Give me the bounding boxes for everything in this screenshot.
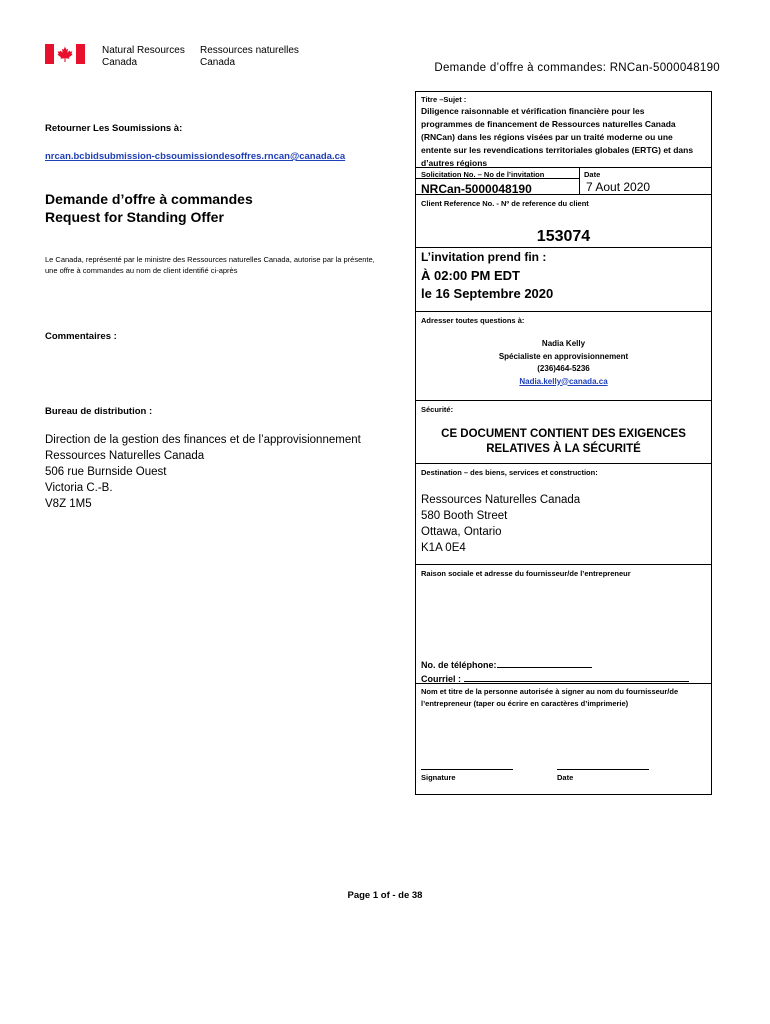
canada-flag-logo xyxy=(45,44,85,64)
page-number: Page 1 of - de 38 xyxy=(347,890,423,901)
divider xyxy=(416,167,711,168)
client-reference-label: Client Reference No. - Nº de reference du client xyxy=(421,199,589,208)
closing-date: le 16 Septembre 2020 xyxy=(421,286,554,301)
authorized-person-label: Nom et titre de la personne autorisée à signer au nom du fournisseur/de l’entrepreneur (taper ou écrire en caractères d’imprimerie) xyxy=(421,687,679,708)
department-name-fr: Ressources naturelles Canada xyxy=(200,45,299,68)
divider xyxy=(579,167,580,194)
divider xyxy=(416,311,711,312)
signature-label: Signature xyxy=(421,773,456,782)
comments-label: Commentaires : xyxy=(45,331,117,342)
return-bids-email-link[interactable]: nrcan.bcbidsubmission-cbsoumissiondesoffres.rncan@canada.ca xyxy=(45,151,346,162)
destination-address: Ressources Naturelles Canada 580 Booth Street Ottawa, Ontario K1A 0E4 xyxy=(421,494,581,554)
divider xyxy=(416,400,711,401)
contact-title: Spécialiste en approvisionnement xyxy=(498,351,629,361)
document-title-en: Request for Standing Offer xyxy=(45,209,224,225)
divider xyxy=(416,683,711,684)
supplier-phone-field[interactable]: No. de téléphone: xyxy=(421,659,592,670)
subject-text: Diligence raisonnable et vérification financière pour les programmes de financement de Ressources naturelles Canada (RNCan) dans les régions visées par un traité moderne ou une entente sur les revendications territoriales globales (ERTG) et dans d’autres régions xyxy=(421,106,694,168)
contact-phone: (236)464-5236 xyxy=(537,364,590,373)
document-reference: Demande d’offre à commandes: RNCan-5000048190 xyxy=(434,62,720,74)
authorization-statement: Le Canada, représenté par le ministre des Ressources naturelles Canada, autorise par la présente, une offre à commandes au nom de client identifié ci-après xyxy=(45,255,375,275)
closing-label: L’invitation prend fin : xyxy=(421,250,547,264)
supplier-email-field[interactable]: Courriel : xyxy=(421,673,689,684)
client-reference-number: 153074 xyxy=(536,228,591,245)
security-notice: CE DOCUMENT CONTIENT DES EXIGENCES RELATIVES À LA SÉCURITÉ xyxy=(441,428,686,455)
bureau-label: Bureau de distribution : xyxy=(45,406,153,417)
document-title-fr: Demande d’offre à commandes xyxy=(45,191,253,207)
solicitation-number-label: Solicitation No. – No de l’invitation xyxy=(421,170,545,179)
contact-email-link[interactable]: Nadia.kelly@canada.ca xyxy=(519,376,608,386)
signature-date-line[interactable] xyxy=(557,769,649,770)
solicitation-number: NRCan-5000048190 xyxy=(421,182,532,196)
contact-block xyxy=(416,338,711,388)
questions-label: Adresser toutes questions à: xyxy=(421,316,525,325)
closing-time: À 02:00 PM EDT xyxy=(421,268,520,283)
destination-label: Destination – des biens, services et construction: xyxy=(421,468,598,477)
divider xyxy=(416,463,711,464)
signature-line[interactable] xyxy=(421,769,513,770)
signature-date-label: Date xyxy=(557,773,574,782)
date-label: Date xyxy=(584,170,601,179)
return-bids-label: Retourner Les Soumissions à: xyxy=(45,123,183,134)
divider xyxy=(416,194,711,195)
bureau-address: Direction de la gestion des finances et de l’approvisionnement Ressources Naturelles Canada 506 rue Burnside Ouest Victoria C.-B. V8Z 1M5 xyxy=(45,434,361,510)
divider xyxy=(416,247,711,248)
issue-date: 7 Aout 2020 xyxy=(586,180,651,194)
security-label: Sécurité: xyxy=(421,405,454,414)
divider xyxy=(416,178,579,179)
divider xyxy=(416,564,711,565)
department-name-en: Natural Resources Canada xyxy=(102,45,185,68)
subject-label: Titre –Sujet : xyxy=(421,95,467,104)
solicitation-info-box xyxy=(415,91,712,795)
contact-name: Nadia Kelly xyxy=(541,339,586,348)
supplier-name-label: Raison sociale et adresse du fournisseur/de l’entrepreneur xyxy=(421,569,631,578)
